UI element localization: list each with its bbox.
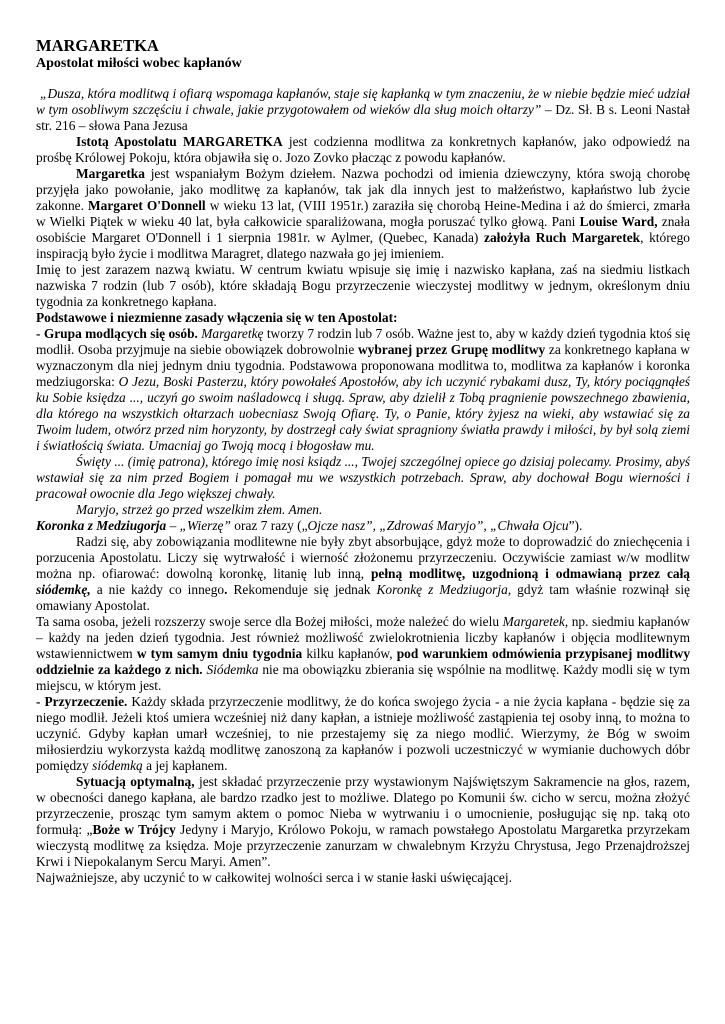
- promise-paragraph: - Przyrzeczenie. Każdy składa przyrzeczenie modlitwy, że do końca swojego życia - a nie życia kapłana - będzie się za niego modlił. Jeżeli ktoś umiera wcześniej niż dany kapłan, a istnieje możliwość zastąpienia tej osoby inną, to można to uczynić. Gdyby kapłan umarł wcześniej, to nie przestajemy się za niego modlić. Wierzymy, że Bóg w swoim miłosierdziu wykorzysta każdą modlitwę zanoszoną za kapłanów i pozwoli uczestniczyć w wymianie duchowych dóbr pomiędzy siódemką a jej kapłanem.: [36, 694, 690, 773]
- origin-paragraph: Margaretka jest wspaniałym Bożym dziełem. Nazwa pochodzi od imienia dziewczyny, która swoją chorobę przyjęła jako powołanie, jako modlitwę za kapłanów, tak jak dla innych jest to małżeństwo, kapłaństwo lub życie zakonne. Margaret O'Donnell w wieku 13 lat, (VIII 1951r.) zaraziła się chorobą Heine-Medina i aż do śmierci, zmarła w Wielki Piątek w wieku 40 lat, była całkowicie sparaliżowana, mogła poruszać tylko głową. Pani Louise Ward, znała osobiście Margaret O'Donnell i 1 sierpnia 1981r. w Aylmer, (Quebec, Kanada) założyła Ruch Margaretek, którego inspiracją było życie i modlitwa Maragret, dlatego nazwała go jej imieniem.: [36, 166, 691, 261]
- mary-prayer-line: Maryjo, strzeż go przed wszelkim złem. Amen.: [76, 502, 323, 517]
- jesus-quote-paragraph: [36, 86, 690, 134]
- advice-paragraph: Radzi się, aby zobowiązania modlitewne nie były zbyt absorbujące, gdyż może to doprowadzić do zniechęcenia i porzucenia Apostolatu. Liczy się wytrwałość i wierność złożonemu przyrzeczeniu. Oczywiście zamiast w/w modlitw można np. ofiarować: dowolną koronkę, litanię lub inną, pełną modlitwę, uzgodnioną i odmawianą przez całą siódemkę, a nie każdy co innego. Rekomenduje się jednak Koronkę z Medziugorja, gdyż tam właśnie rozwinął się omawiany Apostolat.: [36, 534, 690, 613]
- quote-source: – Dz. Sł. B s. Leoni Nastał str. 216 – słowa Pana Jezusa: [36, 102, 690, 133]
- document-subtitle: Apostolat miłości wobec kapłanów: [36, 56, 242, 71]
- patron-prayer-paragraph: Święty ... (imię patrona), którego imię nosi ksiądz ..., Twojej szczególnej opiece go dzisiaj polecamy. Prosimy, abyś wstawiał się za nim przed Bogiem i pomagał mu we wszystkich potrzebach. Spraw, aby dochował Bogu wierności i pracował owocnie dla Jego większej chwały.: [36, 454, 690, 501]
- optimal-situation-paragraph: Sytuacją optymalną, jest składać przyrzeczenie przy wystawionym Najświętszym Sakramencie na głos, razem, w obecności danego kapłana, ale bardzo rzadko jest to możliwe. Dlatego po Komunii św. cicho w sercu, można złożyć przyrzeczenie, prosząc tym samym aktem o pomoc Nieba w wytrwaniu i o umocnienie, posługując się np. taką oto formułą: „Boże w Trójcy Jedyny i Maryjo, Królowo Pokoju, w ramach powstałego Apostolatu Margaretka przyrzekam wieczystą modlitwę za księdza. Moje przyrzeczenie zanurzam w chwalebnym Krzyżu Chrystusa, Jego Przenajdroższej Krwi i Niepokalanym Sercu Maryi. Amen”.: [36, 774, 691, 869]
- multiple-margaretki-paragraph: Ta sama osoba, jeżeli rozszerzy swoje serce dla Bożej miłości, może należeć do wielu Margaretek, np. siedmiu kapłanów – każdy na jeden dzień tygodnia. Jest również możliwość zwielokrotnienia liczby kapłanów i objęcia modlitewnym wstawiennictwem w tym samym dniu tygodnia kilku kapłanów, pod warunkiem odmówienia przypisanej modlitwy oddzielnie za każdego z nich. Siódemka nie ma obowiązku zbierania się wspólnie na modlitwę. Każdy modli się w tym miejscu, w którym jest.: [36, 614, 691, 693]
- document-title: MARGARETKA: [36, 36, 159, 55]
- flower-name-paragraph: Imię to jest zarazem nazwą kwiatu. W centrum kwiatu wpisuje się imię i nazwisko kapłana, zaś na siedmiu listkach nazwiska 7 rodzin (lub 7 osób), które składają Bogu przyrzeczenie wieczystej modlitwy w jednym, określonym dniu tygodnia za konkretnego kapłana.: [36, 262, 690, 309]
- closing-line: Najważniejsze, aby uczynić to w całkowitej wolności serca i w stanie łaski uświęcającej.: [36, 870, 512, 885]
- essence-paragraph: Istotą Apostolatu MARGARETKA jest codzienna modlitwa za konkretnych kapłanów, jako odpowiedź na prośbę Królowej Pokoju, która objawiła się o. Jozo Zovko płacząc z powodu kapłanów.: [36, 134, 691, 165]
- group-paragraph: - Grupa modlących się osób. Margaretkę tworzy 7 rodzin lub 7 osób. Ważne jest to, aby w każdy dzień tygodnia ktoś się modlił. Osoba przyjmuje na siebie obowiązek dobrowolnie wybranej przez Grupę modlitwy za konkretnego kapłana w wyznaczonym dla niej jednym dniu tygodnia. Podstawowa proponowana modlitwa to, modlitwa za kapłanów i koronka medziugorska: O Jezu, Boski Pasterzu, który powołałeś Apostołów, aby ich uczynić rybakami dusz, Ty, który pociągnąłeś ku Sobie księdza ..., uczyń go swoim naśladowcą i sługą. Spraw, aby dzielił z Tobą pragnienie powszechnego zbawienia, dla którego na wszystkich ołtarzach uobecniasz Swoją Ofiarę. Ty, o Panie, który żyjesz na wieki, aby wstawiać się za Twoim ludem, otwórz przed nim horyzonty, by dostrzegł cały świat spragniony światła prawdy i miłości, by był solą ziemi i światłością świata. Umacniaj go Twoją mocą i błogosław mu.: [36, 326, 691, 453]
- rules-heading: Podstawowe i niezmienne zasady włączenia się w ten Apostolat:: [36, 310, 398, 325]
- chaplet-paragraph: Koronka z Medziugorja – „Wierzę” oraz 7 razy („Ojcze nasz”, „Zdrowaś Maryjo”, „Chwała Ojcu”).: [36, 518, 583, 533]
- quote-text: „Dusza, która modlitwą i ofiarą wspomaga kapłanów, staje się kapłanką w tym znaczeniu, że w niebie będzie mieć udział w tym osobliwym szczęściu i chwale, jakie przygotowałem od wieków dla sług moich ołtarzy”: [36, 86, 690, 117]
- document-page: [36, 36, 690, 886]
